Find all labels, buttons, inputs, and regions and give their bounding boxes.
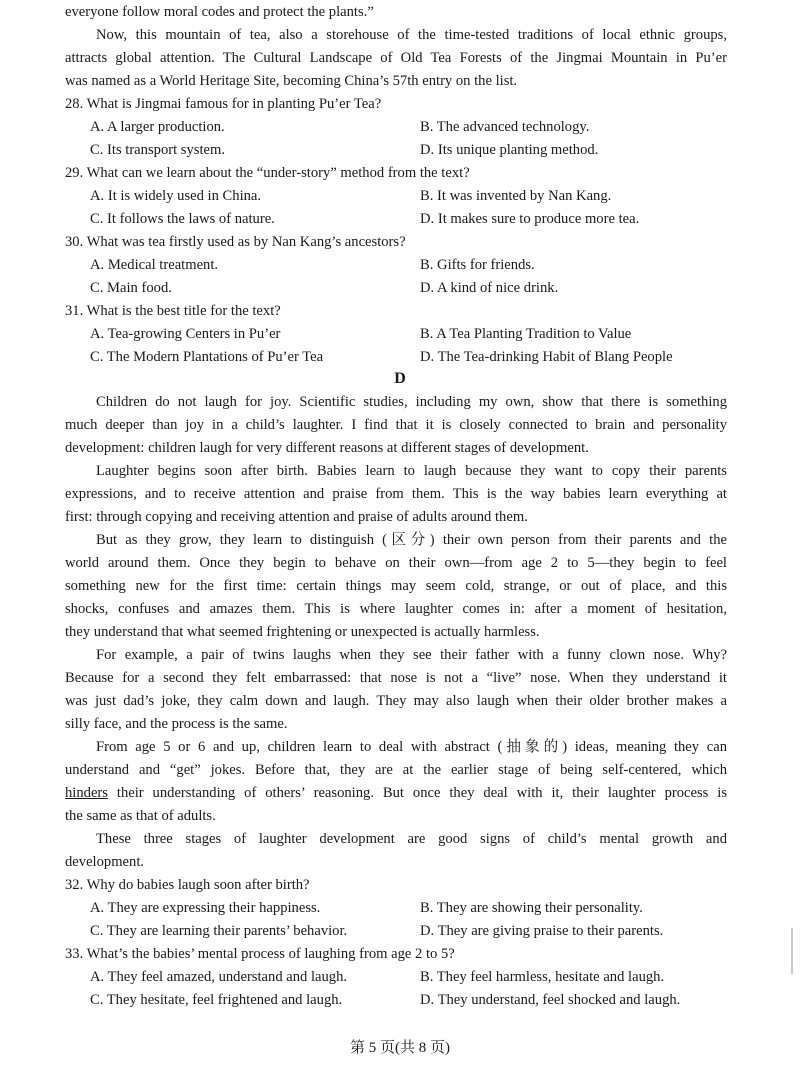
passage-d-line: development: children laugh for very different reasons at different stages of development. bbox=[65, 440, 589, 456]
question-30-stem: 30. What was tea firstly used as by Nan Kang’s ancestors? bbox=[65, 234, 406, 250]
passage-d-line: something new for the first time: certain things may seem cold, strange, or out of place, and this bbox=[65, 578, 727, 594]
question-31-option-c: C. The Modern Plantations of Pu’er Tea bbox=[90, 349, 324, 365]
question-29-option-d: D. It makes sure to produce more tea. bbox=[420, 211, 640, 227]
passage-d-line: These three stages of laughter development are good signs of child’s mental growth and bbox=[96, 831, 727, 847]
question-29-option-c: C. It follows the laws of nature. bbox=[90, 211, 275, 227]
passage-d-line: they understand that what seemed frightening or unexpected is actually harmless. bbox=[65, 624, 540, 640]
passage-d-line: understand and “get” jokes. Before that, they are at the earlier stage of being self-centered, which bbox=[65, 762, 727, 778]
passage-d-line: Children do not laugh for joy. Scientific studies, including my own, show that there is something bbox=[96, 394, 727, 410]
passage-d-line: From age 5 or 6 and up, children learn to deal with abstract (抽象的) ideas, meaning they can bbox=[96, 739, 727, 755]
question-31-stem: 31. What is the best title for the text? bbox=[65, 303, 281, 319]
passage-d-line: much deeper than joy in a child’s laughter. I find that it is closely connected to brain and personality bbox=[65, 417, 727, 433]
question-28-option-b: B. The advanced technology. bbox=[420, 119, 590, 135]
passage-d-line: Because for a second they felt embarrassed: that nose is not a “live” nose. When they understand it bbox=[65, 670, 727, 686]
passage-d-line: development. bbox=[65, 854, 145, 870]
passage-d-line: shocks, confuses and amazes them. This is where laughter comes in: after a moment of hesitation, bbox=[65, 601, 727, 617]
question-32-option-a: A. They are expressing their happiness. bbox=[90, 900, 321, 916]
page-number-footer: 第 5 页(共 8 页) bbox=[350, 1040, 450, 1056]
question-31-option-a: A. Tea-growing Centers in Pu’er bbox=[90, 326, 281, 342]
question-32-option-d: D. They are giving praise to their parents. bbox=[420, 923, 664, 939]
passage-d-line: the same as that of adults. bbox=[65, 808, 216, 824]
passage-c-closing-line: everyone follow moral codes and protect the plants.” bbox=[65, 4, 374, 20]
question-30-option-b: B. Gifts for friends. bbox=[420, 257, 535, 273]
question-28-stem: 28. What is Jingmai famous for in planting Pu’er Tea? bbox=[65, 96, 382, 112]
passage-d-line: Laughter begins soon after birth. Babies learn to laugh because they want to copy their parents bbox=[96, 463, 727, 479]
question-32-option-c: C. They are learning their parents’ behavior. bbox=[90, 923, 348, 939]
question-29-option-b: B. It was invented by Nan Kang. bbox=[420, 188, 612, 204]
passage-d-line: expressions, and to receive attention and praise from them. This is the way babies learn everything at bbox=[65, 486, 727, 502]
passage-c-paragraph-line: was named as a World Heritage Site, becoming China’s 57th entry on the list. bbox=[65, 73, 518, 89]
passage-c-paragraph-line: Now, this mountain of tea, also a storehouse of the time-tested traditions of local ethnic groups, bbox=[96, 27, 727, 43]
passage-d-line-with-underlined-word bbox=[65, 783, 727, 803]
passage-d-line-rest: their understanding of others’ reasoning. But once they deal with it, their laughter process is bbox=[107, 785, 727, 801]
question-30-option-d: D. A kind of nice drink. bbox=[420, 280, 559, 296]
question-32-option-b: B. They are showing their personality. bbox=[420, 900, 643, 916]
question-33-stem: 33. What’s the babies’ mental process of laughing from age 2 to 5? bbox=[65, 946, 455, 962]
question-32-stem: 32. Why do babies laugh soon after birth? bbox=[65, 877, 310, 893]
question-29-stem: 29. What can we learn about the “under-story” method from the text? bbox=[65, 165, 470, 181]
question-33-option-a: A. They feel amazed, understand and laugh. bbox=[90, 969, 348, 985]
question-33-option-d: D. They understand, feel shocked and laugh. bbox=[420, 992, 681, 1008]
question-29-option-a: A. It is widely used in China. bbox=[90, 188, 262, 204]
question-28-option-a: A. A larger production. bbox=[90, 119, 225, 135]
question-33-option-b: B. They feel harmless, hesitate and laugh. bbox=[420, 969, 665, 985]
question-30-option-a: A. Medical treatment. bbox=[90, 257, 219, 273]
question-33-option-c: C. They hesitate, feel frightened and laugh. bbox=[90, 992, 343, 1008]
underlined-word-hinders: hinders bbox=[65, 785, 108, 801]
scan-edge-mark bbox=[791, 928, 793, 974]
question-28-option-d: D. Its unique planting method. bbox=[420, 142, 599, 158]
passage-c-paragraph-line: attracts global attention. The Cultural Landscape of Old Tea Forests of the Jingmai Mountain in Pu’er bbox=[65, 50, 727, 66]
question-31-option-b: B. A Tea Planting Tradition to Value bbox=[420, 326, 632, 342]
question-28-option-c: C. Its transport system. bbox=[90, 142, 225, 158]
passage-d-line: world around them. Once they begin to behave on their own—from age 2 to 5—they begin to feel bbox=[65, 555, 727, 571]
question-31-option-d: D. The Tea-drinking Habit of Blang People bbox=[420, 349, 673, 365]
passage-d-line: first: through copying and receiving attention and praise of adults around them. bbox=[65, 509, 528, 525]
passage-d-line: But as they grow, they learn to distinguish (区分) their own person from their parents and the bbox=[96, 532, 727, 548]
section-d-heading: D bbox=[394, 370, 406, 387]
passage-d-line: For example, a pair of twins laughs when they see their father with a funny clown nose. Why? bbox=[96, 647, 727, 663]
question-30-option-c: C. Main food. bbox=[90, 280, 172, 296]
passage-d-line: silly face, and the process is the same. bbox=[65, 716, 288, 732]
passage-d-line: was just dad’s joke, they calm down and laugh. They may also laugh when their older brother makes a bbox=[65, 693, 727, 709]
